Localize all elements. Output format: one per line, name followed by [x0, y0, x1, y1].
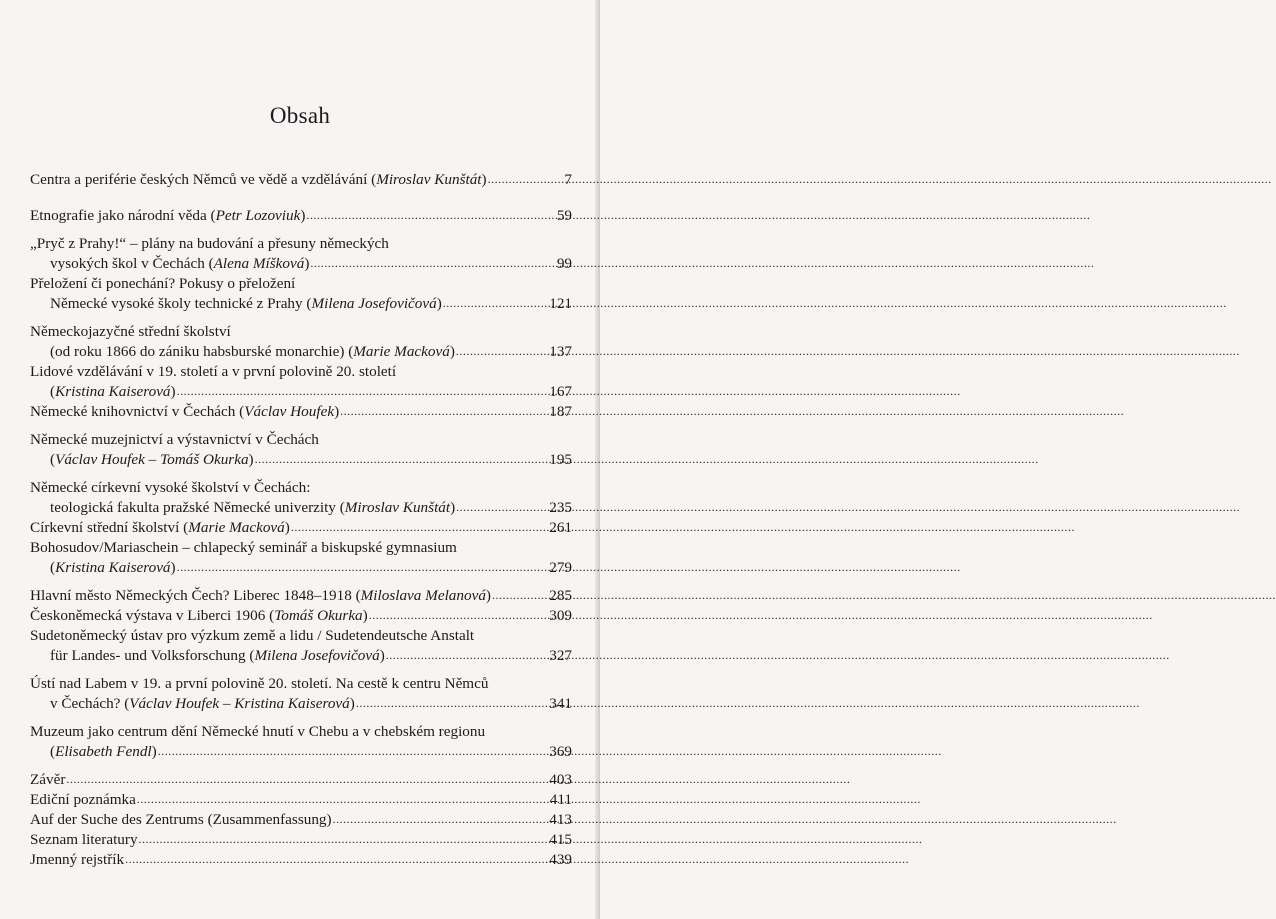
leader-dots	[456, 497, 548, 517]
entry-title: (od roku 1866 do zániku habsburské monarchie) (Marie Macková)	[50, 343, 455, 360]
page-title: Obsah	[269, 103, 331, 128]
entry-author: Alena Míšková	[213, 255, 305, 272]
toc-entry[interactable]	[30, 790, 572, 810]
toc-entry[interactable]	[30, 342, 572, 362]
page-number: 121	[549, 295, 572, 312]
entry-author: Kristina Kaiserová	[55, 383, 171, 400]
leader-dots	[356, 693, 548, 713]
toc-entry[interactable]	[30, 742, 572, 762]
entry-author: Kristina Kaiserová	[55, 559, 171, 576]
leader-dots	[158, 741, 549, 761]
page-number: 415	[549, 831, 572, 848]
entry-author: Miloslava Melanová	[360, 587, 486, 604]
leader-dots	[137, 789, 549, 809]
entry-author: Václav Houfek	[244, 403, 335, 420]
entry-title: Centra a periférie českých Němců ve vědě a vzdělávání (Miroslav Kunštát)	[30, 171, 487, 188]
entry-title: Ediční poznámka	[30, 791, 136, 808]
page-number: 403	[549, 771, 572, 788]
entry-author: Petr Lozoviuk	[215, 207, 301, 224]
page-number: 327	[549, 647, 572, 664]
entry-author: Miroslav Kunštát	[376, 171, 482, 188]
toc-entry[interactable]	[30, 770, 572, 790]
leader-dots	[255, 449, 549, 469]
toc-entry[interactable]	[30, 850, 572, 870]
entry-author: Milena Josefovičová	[254, 647, 380, 664]
entry-title: Jmenný rejstřík	[30, 851, 125, 868]
entry-title: (Kristina Kaiserová)	[50, 383, 176, 400]
toc-entry[interactable]	[30, 694, 572, 714]
page-number: 137	[549, 343, 572, 360]
toc-entry-line: „Pryč z Prahy!“ – plány na budování a přesuny německých	[30, 235, 389, 252]
page-number: 439	[549, 851, 572, 868]
leader-dots	[443, 293, 548, 313]
entry-author: Marie Macková	[353, 343, 450, 360]
page-number: 167	[549, 383, 572, 400]
toc-entry[interactable]	[30, 830, 572, 850]
entry-author: Miroslav Kunštát	[344, 499, 451, 516]
entry-title: v Čechách? (Václav Houfek – Kristina Kaiserová)	[50, 695, 355, 712]
page-number: 279	[549, 559, 572, 576]
leader-dots	[488, 169, 564, 189]
toc-entry[interactable]	[30, 206, 572, 226]
page-number: 7	[564, 171, 572, 188]
leader-dots	[306, 205, 555, 225]
entry-title: (Václav Houfek – Tomáš Okurka)	[50, 451, 254, 468]
entry-title: Církevní střední školství (Marie Macková)	[30, 519, 290, 536]
entry-title: Německé knihovnictví v Čechách (Václav Houfek)	[30, 403, 340, 420]
leader-dots	[456, 341, 548, 361]
leader-dots	[369, 605, 549, 625]
entry-title: (Elisabeth Fendl)	[50, 743, 157, 760]
toc-entry-line: Německojazyčné střední školství	[30, 323, 231, 340]
entry-title: Seznam literatury	[30, 831, 138, 848]
page-number: 187	[549, 403, 572, 420]
leader-dots	[333, 809, 549, 829]
entry-title: (Kristina Kaiserová)	[50, 559, 176, 576]
toc-entry-line: Německé muzejnictví a výstavnictví v Čechách	[30, 431, 319, 448]
page-number: 59	[556, 207, 572, 224]
page-number: 235	[549, 499, 572, 516]
toc-entry[interactable]	[30, 450, 572, 470]
page-number: 369	[549, 743, 572, 760]
entry-author: Milena Josefovičová	[311, 295, 437, 312]
leader-dots	[492, 585, 548, 605]
entry-title: für Landes- und Volksforschung (Milena Josefovičová)	[50, 647, 385, 664]
toc-entry[interactable]	[30, 498, 572, 518]
leader-dots	[340, 401, 548, 421]
toc-entry-line: Ústí nad Labem v 19. a první polovině 20. století. Na cestě k centru Němců	[30, 675, 489, 692]
entry-title: Etnografie jako národní věda (Petr Lozoviuk)	[30, 207, 306, 224]
entry-title: vysokých škol v Čechách (Alena Míšková)	[50, 255, 310, 272]
entry-title: Auf der Suche des Zentrums (Zusammenfassung)	[30, 811, 332, 828]
toc-entry-line: Německé církevní vysoké školství v Čechách:	[30, 479, 311, 496]
leader-dots	[310, 253, 555, 273]
page-number: 285	[549, 587, 572, 604]
leader-dots	[139, 829, 549, 849]
toc-entry[interactable]	[30, 558, 572, 578]
leader-dots	[291, 517, 548, 537]
toc-entry[interactable]	[30, 646, 572, 666]
leader-dots	[177, 557, 549, 577]
entry-title: Hlavní město Německých Čech? Liberec 1848–1918 (Miloslava Melanová)	[30, 587, 491, 604]
page-number: 99	[556, 255, 572, 272]
leader-dots	[177, 381, 549, 401]
page-number: 261	[549, 519, 572, 536]
page-number: 309	[549, 607, 572, 624]
toc-entry[interactable]	[30, 254, 572, 274]
toc-entry-line: Muzeum jako centrum dění Německé hnutí v Chebu a v chebském regionu	[30, 723, 486, 740]
toc-entry[interactable]	[30, 382, 572, 402]
entry-author: Václav Houfek – Tomáš Okurka	[55, 451, 249, 468]
leader-dots	[386, 645, 548, 665]
page-number: 411	[549, 791, 572, 808]
leader-dots	[66, 769, 548, 789]
entry-title: teologická fakulta pražské Německé univerzity (Miroslav Kunštát)	[50, 499, 456, 516]
toc-entry[interactable]	[30, 518, 572, 538]
toc-entry-line: Sudetoněmecký ústav pro výzkum země a lidu / Sudetendeutsche Anstalt	[30, 627, 475, 644]
leader-dots	[125, 849, 548, 869]
page-number: 341	[549, 695, 572, 712]
toc-entry-line: Přeložení či ponechání? Pokusy o přeložení	[30, 275, 296, 292]
entry-author: Marie Macková	[188, 519, 285, 536]
entry-title: Německé vysoké školy technické z Prahy (Milena Josefovičová)	[50, 295, 442, 312]
entry-author: Elisabeth Fendl	[55, 743, 152, 760]
toc-entry[interactable]	[30, 402, 572, 422]
entry-author: Tomáš Okurka	[274, 607, 363, 624]
entry-author: Václav Houfek – Kristina Kaiserová	[129, 695, 350, 712]
entry-title: Českoněmecká výstava v Liberci 1906 (Tomáš Okurka)	[30, 607, 368, 624]
toc-entry[interactable]	[30, 586, 572, 606]
toc-entry[interactable]	[30, 810, 572, 830]
toc-entry-line: Lidové vzdělávání v 19. století a v první polovině 20. století	[30, 363, 397, 380]
toc-entry[interactable]	[30, 170, 572, 190]
toc-entry[interactable]	[30, 606, 572, 626]
page-number: 195	[549, 451, 572, 468]
toc-entry[interactable]	[30, 294, 572, 314]
entry-title: Závěr	[30, 771, 66, 788]
toc-entry-line: Bohosudov/Mariaschein – chlapecký seminář a biskupské gymnasium	[30, 539, 457, 556]
page-number: 413	[549, 811, 572, 828]
